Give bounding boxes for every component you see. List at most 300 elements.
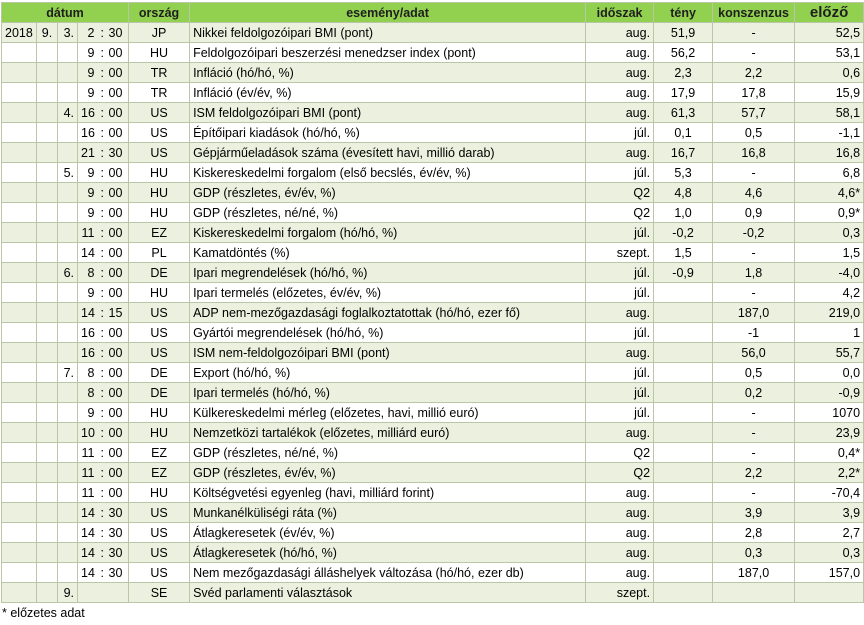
actual-cell: 61,3 <box>654 103 713 123</box>
actual-cell: 2,3 <box>654 63 713 83</box>
time-separator: : <box>98 563 106 583</box>
event-cell: Munkanélküliségi ráta (%) <box>190 503 586 523</box>
economic-calendar-table <box>1 2 864 603</box>
event-cell: Gyártói megrendelések (hó/hó, %) <box>190 323 586 343</box>
month-cell <box>37 63 58 83</box>
time-separator: : <box>98 343 106 363</box>
time-separator: : <box>98 43 106 63</box>
day-cell: 7. <box>58 363 78 383</box>
consensus-cell: 17,8 <box>713 83 795 103</box>
consensus-cell: 2,8 <box>713 523 795 543</box>
year-cell <box>2 183 37 203</box>
hour-cell: 14 <box>78 543 98 563</box>
time-separator: : <box>98 303 106 323</box>
table-row <box>2 203 864 223</box>
month-cell <box>37 143 58 163</box>
time-separator: : <box>98 403 106 423</box>
consensus-cell: 187,0 <box>713 563 795 583</box>
hour-cell: 9 <box>78 163 98 183</box>
consensus-cell: 0,2 <box>713 383 795 403</box>
previous-cell: 52,5 <box>795 23 864 43</box>
actual-cell: 16,7 <box>654 143 713 163</box>
day-cell <box>58 123 78 143</box>
month-cell <box>37 263 58 283</box>
year-cell <box>2 43 37 63</box>
minute-cell: 00 <box>106 383 129 403</box>
year-cell <box>2 363 37 383</box>
table-row <box>2 23 864 43</box>
event-cell: Export (hó/hó, %) <box>190 363 586 383</box>
day-cell <box>58 203 78 223</box>
consensus-cell: 2,2 <box>713 463 795 483</box>
hour-cell: 8 <box>78 363 98 383</box>
period-cell: júl. <box>586 123 654 143</box>
header-country: ország <box>129 3 190 23</box>
hour-cell: 9 <box>78 403 98 423</box>
table-row <box>2 283 864 303</box>
previous-cell: -1,1 <box>795 123 864 143</box>
actual-cell <box>654 403 713 423</box>
day-cell <box>58 43 78 63</box>
period-cell: júl. <box>586 263 654 283</box>
previous-cell: 6,8 <box>795 163 864 183</box>
previous-cell: 16,8 <box>795 143 864 163</box>
month-cell <box>37 203 58 223</box>
day-cell <box>58 503 78 523</box>
consensus-cell: 0,5 <box>713 123 795 143</box>
minute-cell: 00 <box>106 323 129 343</box>
day-cell <box>58 183 78 203</box>
minute-cell: 15 <box>106 303 129 323</box>
table-row <box>2 63 864 83</box>
hour-cell: 21 <box>78 143 98 163</box>
year-cell <box>2 303 37 323</box>
year-cell <box>2 383 37 403</box>
time-separator: : <box>98 23 106 43</box>
table-row <box>2 143 864 163</box>
actual-cell: 5,3 <box>654 163 713 183</box>
period-cell: júl. <box>586 223 654 243</box>
country-cell: HU <box>129 423 190 443</box>
day-cell <box>58 63 78 83</box>
country-cell: EZ <box>129 443 190 463</box>
month-cell <box>37 463 58 483</box>
hour-cell: 14 <box>78 563 98 583</box>
year-cell <box>2 283 37 303</box>
period-cell: aug. <box>586 143 654 163</box>
footnote: * előzetes adat <box>2 606 85 620</box>
time-separator: : <box>98 243 106 263</box>
period-cell: júl. <box>586 403 654 423</box>
time-separator: : <box>98 503 106 523</box>
actual-cell: 1,5 <box>654 243 713 263</box>
minute-cell: 00 <box>106 443 129 463</box>
day-cell <box>58 543 78 563</box>
header-previous: előző <box>795 3 864 23</box>
actual-cell: -0,9 <box>654 263 713 283</box>
previous-cell: -4,0 <box>795 263 864 283</box>
year-cell <box>2 223 37 243</box>
actual-cell <box>654 343 713 363</box>
hour-cell: 9 <box>78 43 98 63</box>
time-separator: : <box>98 543 106 563</box>
period-cell: júl. <box>586 163 654 183</box>
minute-cell: 00 <box>106 123 129 143</box>
hour-cell: 11 <box>78 443 98 463</box>
hour-cell: 16 <box>78 323 98 343</box>
previous-cell: 0,3 <box>795 543 864 563</box>
actual-cell: 1,0 <box>654 203 713 223</box>
previous-cell: 0,0 <box>795 363 864 383</box>
time-separator: : <box>98 83 106 103</box>
event-cell: Kamatdöntés (%) <box>190 243 586 263</box>
consensus-cell: - <box>713 483 795 503</box>
hour-cell: 14 <box>78 503 98 523</box>
minute-cell: 00 <box>106 63 129 83</box>
event-cell: ISM feldolgozóipari BMI (pont) <box>190 103 586 123</box>
consensus-cell: 2,2 <box>713 63 795 83</box>
day-cell <box>58 303 78 323</box>
previous-cell: 55,7 <box>795 343 864 363</box>
consensus-cell: 0,9 <box>713 203 795 223</box>
table-row <box>2 123 864 143</box>
previous-cell: 3,9 <box>795 503 864 523</box>
event-cell: Infláció (év/év, %) <box>190 83 586 103</box>
table-row <box>2 103 864 123</box>
minute-cell: 00 <box>106 183 129 203</box>
event-cell: ADP nem-mezőgazdasági foglalkoztatottak (hó/hó, ezer fő) <box>190 303 586 323</box>
hour-cell: 8 <box>78 383 98 403</box>
country-cell: EZ <box>129 463 190 483</box>
table-row <box>2 383 864 403</box>
country-cell: HU <box>129 203 190 223</box>
day-cell <box>58 483 78 503</box>
country-cell: US <box>129 523 190 543</box>
year-cell <box>2 543 37 563</box>
day-cell <box>58 403 78 423</box>
year-cell <box>2 343 37 363</box>
event-cell: Gépjárműeladások száma (évesített havi, millió darab) <box>190 143 586 163</box>
hour-cell: 9 <box>78 183 98 203</box>
month-cell <box>37 523 58 543</box>
period-cell: Q2 <box>586 463 654 483</box>
previous-cell: 4,6* <box>795 183 864 203</box>
year-cell <box>2 83 37 103</box>
event-cell: Ipari termelés (előzetes, év/év, %) <box>190 283 586 303</box>
year-cell <box>2 143 37 163</box>
month-cell <box>37 363 58 383</box>
event-cell: Átlagkeresetek (hó/hó, %) <box>190 543 586 563</box>
event-cell: Nikkei feldolgozóipari BMI (pont) <box>190 23 586 43</box>
previous-cell <box>795 583 864 603</box>
event-cell: GDP (részletes, né/né, %) <box>190 443 586 463</box>
period-cell: júl. <box>586 323 654 343</box>
event-cell: Átlagkeresetek (év/év, %) <box>190 523 586 543</box>
country-cell: US <box>129 123 190 143</box>
actual-cell <box>654 563 713 583</box>
table-row <box>2 243 864 263</box>
header-event: esemény/adat <box>190 3 586 23</box>
period-cell: szept. <box>586 243 654 263</box>
previous-cell: 157,0 <box>795 563 864 583</box>
actual-cell: 51,9 <box>654 23 713 43</box>
header-period: időszak <box>586 3 654 23</box>
period-cell: Q2 <box>586 203 654 223</box>
month-cell <box>37 423 58 443</box>
previous-cell: 2,7 <box>795 523 864 543</box>
table-row <box>2 523 864 543</box>
year-cell <box>2 563 37 583</box>
event-cell: ISM nem-feldolgozóipari BMI (pont) <box>190 343 586 363</box>
country-cell: HU <box>129 163 190 183</box>
time-separator: : <box>98 223 106 243</box>
actual-cell <box>654 583 713 603</box>
month-cell <box>37 323 58 343</box>
table-row <box>2 423 864 443</box>
country-cell: US <box>129 103 190 123</box>
consensus-cell: 187,0 <box>713 303 795 323</box>
minute-cell: 00 <box>106 103 129 123</box>
month-cell <box>37 563 58 583</box>
minute-cell: 00 <box>106 343 129 363</box>
table-row <box>2 443 864 463</box>
month-cell <box>37 163 58 183</box>
minute-cell: 30 <box>106 503 129 523</box>
hour-cell: 9 <box>78 283 98 303</box>
country-cell: HU <box>129 283 190 303</box>
country-cell: TR <box>129 63 190 83</box>
table-row <box>2 323 864 343</box>
month-cell <box>37 403 58 423</box>
header-date: dátum <box>2 3 129 23</box>
actual-cell <box>654 463 713 483</box>
table-row <box>2 343 864 363</box>
month-cell <box>37 443 58 463</box>
year-cell <box>2 503 37 523</box>
minute-cell: 00 <box>106 403 129 423</box>
consensus-cell: -0,2 <box>713 223 795 243</box>
actual-cell <box>654 483 713 503</box>
time-separator: : <box>98 463 106 483</box>
minute-cell: 30 <box>106 563 129 583</box>
month-cell <box>37 383 58 403</box>
actual-cell <box>654 523 713 543</box>
consensus-cell: - <box>713 283 795 303</box>
minute-cell <box>106 583 129 603</box>
table-row <box>2 303 864 323</box>
time-separator: : <box>98 143 106 163</box>
actual-cell <box>654 303 713 323</box>
year-cell: 2018 <box>2 23 37 43</box>
table-row <box>2 363 864 383</box>
actual-cell <box>654 283 713 303</box>
time-separator: : <box>98 523 106 543</box>
time-separator: : <box>98 283 106 303</box>
year-cell <box>2 63 37 83</box>
actual-cell <box>654 543 713 563</box>
minute-cell: 00 <box>106 43 129 63</box>
year-cell <box>2 203 37 223</box>
time-separator: : <box>98 363 106 383</box>
header-actual: tény <box>654 3 713 23</box>
minute-cell: 00 <box>106 283 129 303</box>
period-cell: aug. <box>586 23 654 43</box>
time-separator: : <box>98 183 106 203</box>
consensus-cell: - <box>713 163 795 183</box>
event-cell: Építőipari kiadások (hó/hó, %) <box>190 123 586 143</box>
day-cell <box>58 523 78 543</box>
period-cell: aug. <box>586 303 654 323</box>
previous-cell: 4,2 <box>795 283 864 303</box>
event-cell: GDP (részletes, év/év, %) <box>190 463 586 483</box>
period-cell: Q2 <box>586 443 654 463</box>
period-cell: aug. <box>586 423 654 443</box>
consensus-cell: - <box>713 23 795 43</box>
time-separator: : <box>98 163 106 183</box>
year-cell <box>2 103 37 123</box>
hour-cell: 11 <box>78 463 98 483</box>
minute-cell: 00 <box>106 223 129 243</box>
day-cell <box>58 223 78 243</box>
minute-cell: 00 <box>106 243 129 263</box>
hour-cell: 9 <box>78 63 98 83</box>
minute-cell: 30 <box>106 523 129 543</box>
table-row <box>2 163 864 183</box>
time-separator: : <box>98 443 106 463</box>
month-cell <box>37 483 58 503</box>
consensus-cell: 57,7 <box>713 103 795 123</box>
country-cell: HU <box>129 43 190 63</box>
table-row <box>2 463 864 483</box>
day-cell <box>58 423 78 443</box>
country-cell: US <box>129 563 190 583</box>
table-row <box>2 403 864 423</box>
period-cell: Q2 <box>586 183 654 203</box>
time-separator: : <box>98 123 106 143</box>
country-cell: US <box>129 543 190 563</box>
minute-cell: 00 <box>106 263 129 283</box>
month-cell <box>37 43 58 63</box>
table-row <box>2 563 864 583</box>
hour-cell: 10 <box>78 423 98 443</box>
day-cell <box>58 283 78 303</box>
event-cell: Feldolgozóipari beszerzési menedzser index (pont) <box>190 43 586 63</box>
actual-cell: 0,1 <box>654 123 713 143</box>
event-cell: Svéd parlamenti választások <box>190 583 586 603</box>
previous-cell: 0,4* <box>795 443 864 463</box>
day-cell: 6. <box>58 263 78 283</box>
day-cell <box>58 243 78 263</box>
table-row <box>2 83 864 103</box>
consensus-cell: 1,8 <box>713 263 795 283</box>
previous-cell: 0,3 <box>795 223 864 243</box>
hour-cell: 14 <box>78 303 98 323</box>
period-cell: aug. <box>586 523 654 543</box>
country-cell: US <box>129 143 190 163</box>
time-separator <box>98 583 106 603</box>
event-cell: Ipari termelés (hó/hó, %) <box>190 383 586 403</box>
country-cell: US <box>129 323 190 343</box>
day-cell <box>58 463 78 483</box>
table-row <box>2 43 864 63</box>
actual-cell: -0,2 <box>654 223 713 243</box>
period-cell: aug. <box>586 103 654 123</box>
consensus-cell: 56,0 <box>713 343 795 363</box>
previous-cell: 1070 <box>795 403 864 423</box>
minute-cell: 30 <box>106 143 129 163</box>
actual-cell <box>654 383 713 403</box>
previous-cell: -70,4 <box>795 483 864 503</box>
year-cell <box>2 403 37 423</box>
event-cell: Nemzetközi tartalékok (előzetes, milliárd euró) <box>190 423 586 443</box>
consensus-cell: 0,5 <box>713 363 795 383</box>
year-cell <box>2 523 37 543</box>
actual-cell <box>654 423 713 443</box>
previous-cell: 23,9 <box>795 423 864 443</box>
previous-cell: 1 <box>795 323 864 343</box>
country-cell: HU <box>129 183 190 203</box>
hour-cell <box>78 583 98 603</box>
period-cell: aug. <box>586 63 654 83</box>
event-cell: Külkereskedelmi mérleg (előzetes, havi, millió euró) <box>190 403 586 423</box>
year-cell <box>2 123 37 143</box>
country-cell: US <box>129 503 190 523</box>
country-cell: SE <box>129 583 190 603</box>
month-cell <box>37 183 58 203</box>
period-cell: júl. <box>586 383 654 403</box>
hour-cell: 16 <box>78 123 98 143</box>
previous-cell: -0,9 <box>795 383 864 403</box>
header-row <box>2 3 864 23</box>
previous-cell: 15,9 <box>795 83 864 103</box>
minute-cell: 30 <box>106 543 129 563</box>
month-cell <box>37 543 58 563</box>
actual-cell: 17,9 <box>654 83 713 103</box>
table-row <box>2 503 864 523</box>
day-cell <box>58 83 78 103</box>
period-cell: aug. <box>586 543 654 563</box>
time-separator: : <box>98 203 106 223</box>
time-separator: : <box>98 323 106 343</box>
event-cell: Ipari megrendelések (hó/hó, %) <box>190 263 586 283</box>
previous-cell: 0,6 <box>795 63 864 83</box>
consensus-cell: -1 <box>713 323 795 343</box>
hour-cell: 14 <box>78 523 98 543</box>
day-cell: 4. <box>58 103 78 123</box>
year-cell <box>2 263 37 283</box>
year-cell <box>2 423 37 443</box>
year-cell <box>2 323 37 343</box>
hour-cell: 11 <box>78 223 98 243</box>
event-cell: Költségvetési egyenleg (havi, milliárd forint) <box>190 483 586 503</box>
country-cell: US <box>129 303 190 323</box>
previous-cell: 1,5 <box>795 243 864 263</box>
consensus-cell: - <box>713 423 795 443</box>
consensus-cell: - <box>713 243 795 263</box>
year-cell <box>2 443 37 463</box>
time-separator: : <box>98 483 106 503</box>
time-separator: : <box>98 63 106 83</box>
actual-cell <box>654 443 713 463</box>
time-separator: : <box>98 423 106 443</box>
previous-cell: 58,1 <box>795 103 864 123</box>
day-cell <box>58 143 78 163</box>
header-consensus: konszenzus <box>713 3 795 23</box>
event-cell: Infláció (hó/hó, %) <box>190 63 586 83</box>
month-cell <box>37 583 58 603</box>
period-cell: júl. <box>586 283 654 303</box>
time-separator: : <box>98 263 106 283</box>
